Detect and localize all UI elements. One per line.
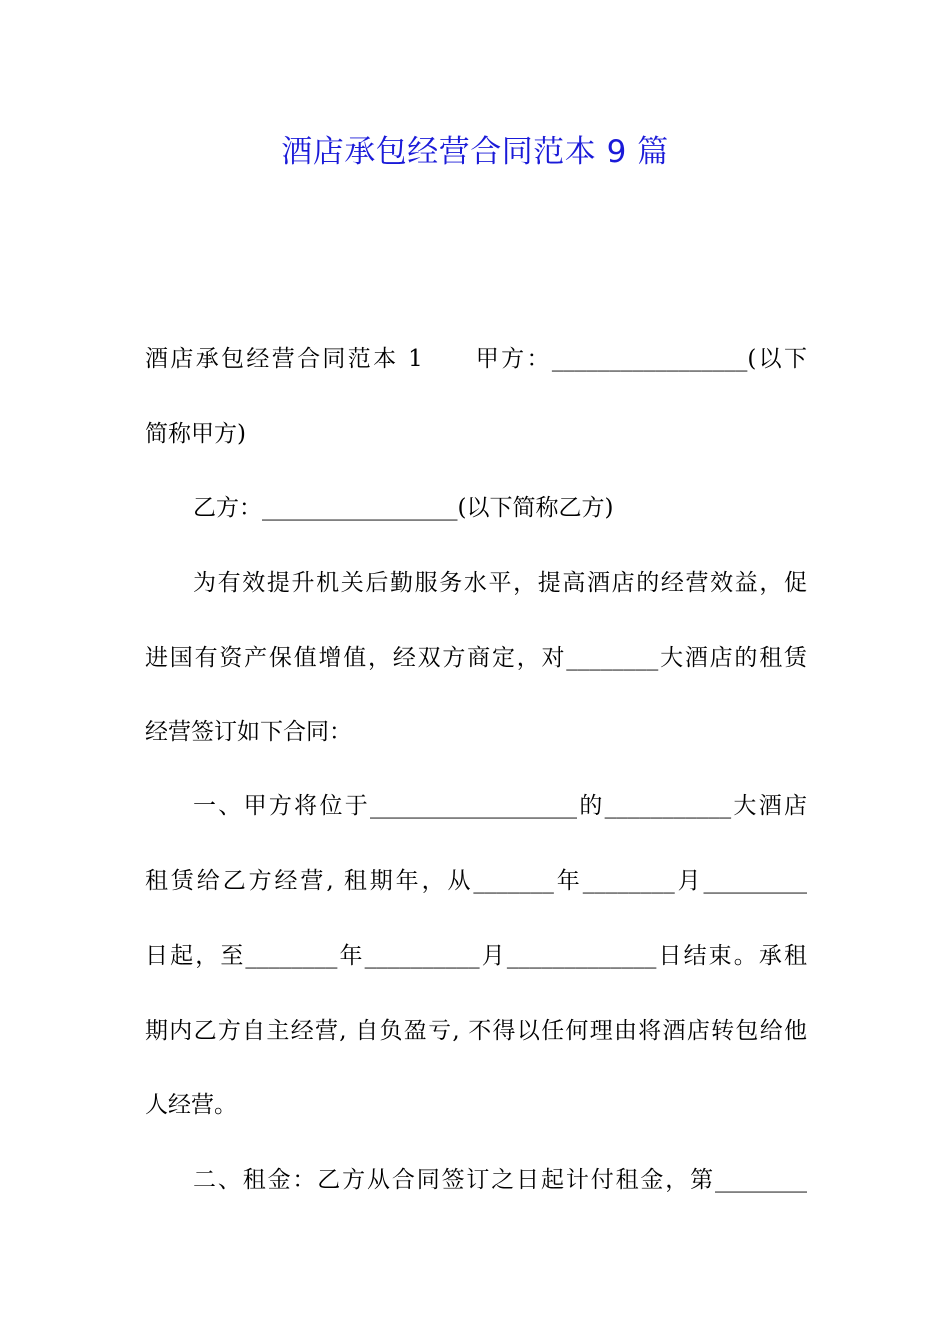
text-line: 租赁给乙方经营, 租期年，从_______年________月_________ (145, 868, 807, 894)
text-line: 二、租金：乙方从合同签订之日起计付租金，第________ (193, 1167, 807, 1193)
text-line: 简称甲方) (145, 421, 246, 447)
text-line: 为有效提升机关后勤服务水平，提高酒店的经营效益，促 (193, 570, 807, 596)
text-line: 乙方：_________________(以下简称乙方) (193, 495, 614, 521)
text-line: 日起，至________年__________月_____________日结束。承租 (145, 943, 807, 969)
text-line: 期内乙方自主经营, 自负盈亏, 不得以任何理由将酒店转包给他 (145, 1018, 807, 1044)
text-line: 进国有资产保值增值，经双方商定，对________大酒店的租赁 (145, 645, 807, 671)
text-line: 酒店承包经营合同范本 1 甲方：_________________(以下 (145, 346, 807, 372)
text-line: 经营签订如下合同： (145, 719, 352, 745)
document-title: 酒店承包经营合同范本 9 篇 (281, 134, 669, 170)
text-line: 人经营。 (145, 1092, 237, 1118)
text-line: 一、甲方将位于__________________的___________大酒店 (193, 793, 807, 819)
